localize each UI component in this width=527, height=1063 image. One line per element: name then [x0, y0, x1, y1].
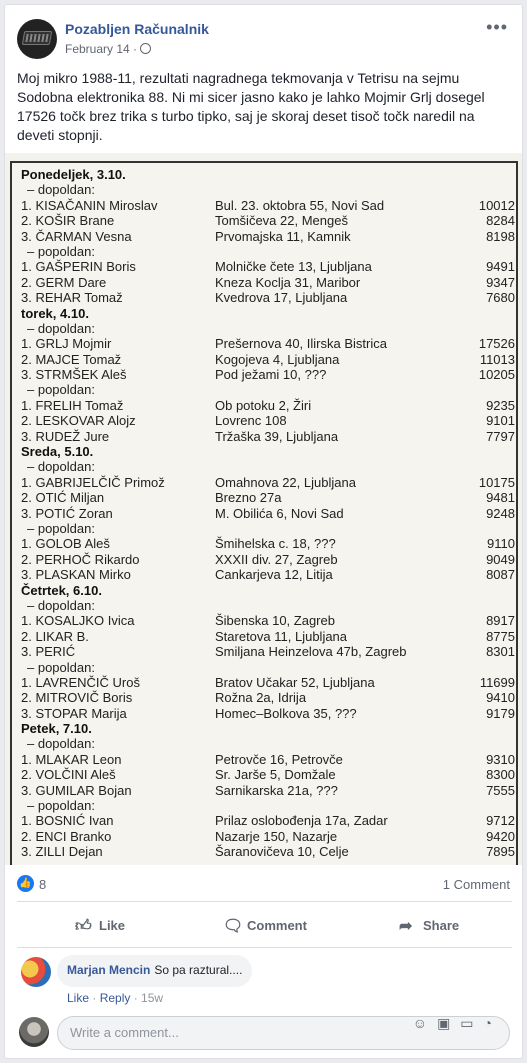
contestant-address: Tržaška 39, Ljubljana	[215, 428, 339, 444]
speech-bubble-icon: 🗨︎	[223, 918, 244, 935]
session-heading	[15, 459, 515, 474]
contestant-score: 9347	[486, 274, 515, 290]
action-bar	[17, 907, 512, 945]
result-row	[15, 198, 515, 213]
contestant-name: 2. MAJCE Tomaž	[21, 351, 122, 367]
contestant-address: Šibenska 10, Zagreb	[215, 613, 335, 629]
comment-composer	[17, 1015, 512, 1051]
comment-time[interactable]: 15w	[141, 991, 164, 1005]
session-heading	[15, 182, 515, 197]
composer-icons	[413, 1015, 502, 1032]
result-row	[15, 567, 515, 582]
contestant-name: 3. STOPAR Marija	[21, 705, 127, 721]
thumbs-up-icon: 👍︎	[75, 918, 92, 935]
contestant-score: 11013	[479, 351, 515, 367]
commenter-name[interactable]: Marjan Mencin	[67, 963, 151, 977]
contestant-address: Homec–Bolkova 35, ???	[215, 705, 357, 721]
contestant-name: 3. RUDEŽ Jure	[21, 428, 110, 444]
result-row	[15, 644, 515, 659]
contestant-address: M. Obilića 6, Novi Sad	[215, 505, 344, 521]
contestant-name: 2. PERHOČ Rikardo	[21, 551, 140, 567]
separator: ·	[130, 991, 142, 1005]
contestant-name: 1. GRLJ Mojmir	[21, 336, 112, 352]
separator: ·	[89, 991, 100, 1005]
like-button[interactable]	[75, 907, 125, 945]
post-stats	[17, 871, 512, 897]
share-arrow-icon: ➦	[399, 918, 413, 935]
contestant-name: 1. GOLOB Aleš	[21, 536, 110, 552]
heading-text: Četrtek, 6.10.	[21, 582, 102, 598]
comment-count[interactable]: 1 Comment	[442, 877, 510, 892]
contestant-score: 9110	[487, 536, 515, 552]
contestant-score: 10012	[478, 197, 515, 213]
day-heading	[15, 444, 515, 459]
contestant-address: Bratov Učakar 52, Ljubljana	[215, 674, 375, 690]
post-date[interactable]: February 14 ·	[65, 42, 141, 56]
contestant-address: Šmihelska c. 18, ???	[215, 536, 336, 552]
share-button[interactable]	[399, 907, 459, 945]
contestant-address: Cankarjeva 12, Litija	[215, 567, 333, 583]
contestant-score: 9049	[486, 551, 515, 567]
session-heading	[15, 521, 515, 536]
contestant-score: 8300	[486, 767, 515, 783]
result-row	[15, 336, 515, 351]
page-name[interactable]: Pozabljen Računalnik	[65, 21, 209, 37]
contestant-score: 11699	[479, 674, 515, 690]
result-row	[15, 706, 515, 721]
contestant-name: 3. ČARMAN Vesna	[21, 228, 132, 244]
session-heading	[15, 660, 515, 675]
result-row	[15, 229, 515, 244]
heading-text: – popoldan:	[27, 382, 95, 398]
post-image[interactable]	[5, 153, 522, 865]
contestant-score: 10175	[478, 474, 515, 490]
divider	[17, 947, 512, 948]
contestant-score: 9491	[486, 259, 515, 275]
session-heading	[15, 321, 515, 336]
comment-button[interactable]	[223, 907, 307, 945]
heading-text: – popoldan:	[27, 520, 95, 536]
contestant-name: 2. ENCI Branko	[21, 828, 112, 844]
post-card	[4, 4, 523, 1059]
contestant-address: Kogojeva 4, Ljubljana	[215, 351, 340, 367]
gif-icon[interactable]: ▭	[460, 1015, 484, 1031]
contestant-score: 8198	[486, 228, 515, 244]
contestant-address: Sr. Jarše 5, Domžale	[215, 767, 336, 783]
contestant-score: 9420	[486, 828, 515, 844]
contestant-name: 2. KOŠIR Brane	[21, 213, 115, 229]
comment-input[interactable]: Write a comment...	[57, 1016, 510, 1050]
contestant-address: Rožna 2a, Idrija	[215, 690, 307, 706]
contestant-name: 3. POTIĆ Zoran	[21, 505, 113, 521]
day-heading	[15, 583, 515, 598]
heading-text: – popoldan:	[27, 798, 95, 814]
contestant-score: 8917	[486, 613, 515, 629]
contestant-name: 2. GERM Dare	[21, 274, 107, 290]
result-row	[15, 844, 515, 859]
contestant-name: 1. KOSALJKO Ivica	[21, 613, 135, 629]
result-row	[15, 398, 515, 413]
contestant-score: 9179	[486, 705, 515, 721]
result-row	[15, 783, 515, 798]
result-row	[15, 275, 515, 290]
contestant-score: 9712	[486, 813, 515, 829]
session-heading	[15, 382, 515, 397]
contestant-score: 8775	[486, 628, 515, 644]
contestant-address: Smiljana Heinzelova 47b, Zagreb	[215, 644, 407, 660]
result-row	[15, 475, 515, 490]
result-row	[15, 413, 515, 428]
contestant-address: Molničke čete 13, Ljubljana	[215, 259, 372, 275]
comment-label: Comment	[247, 918, 307, 933]
result-row	[15, 552, 515, 567]
contestant-address: Šaranovičeva 10, Celje	[215, 844, 349, 860]
sticker-icon[interactable]: ◔	[483, 1015, 502, 1031]
heading-text: Ponedeljek, 3.10.	[21, 167, 126, 182]
heading-text: – popoldan:	[27, 243, 95, 259]
post-header	[17, 15, 512, 65]
contestant-address: Brezno 27a	[215, 490, 282, 506]
contestant-name: 1. GAŠPERIN Boris	[21, 259, 136, 275]
contestant-name: 3. REHAR Tomaž	[21, 290, 123, 306]
contestant-name: 1. MLAKAR Leon	[21, 751, 122, 767]
contestant-address: Ob potoku 2, Žiri	[215, 397, 312, 413]
session-heading	[15, 736, 515, 751]
divider	[17, 901, 512, 902]
result-row	[15, 536, 515, 551]
contestant-address: Sarnikarska 21a, ???	[215, 782, 338, 798]
result-row	[15, 690, 515, 705]
contestant-score: 7555	[486, 782, 515, 798]
contestant-name: 3. ZILLI Dejan	[21, 844, 103, 860]
contestant-address: Tomšičeva 22, Mengeš	[215, 213, 348, 229]
comment-like-link[interactable]: Like	[67, 991, 90, 1005]
result-row	[15, 752, 515, 767]
result-row	[15, 629, 515, 644]
contestant-score: 9481	[486, 490, 515, 506]
page-avatar[interactable]	[17, 19, 57, 59]
result-row	[15, 290, 515, 305]
contestant-address: Petrovče 16, Petrovče	[215, 751, 343, 767]
contestant-score: 7895	[486, 844, 515, 860]
contestant-address: Prilaz oslobođenja 17a, Zadar	[215, 813, 388, 829]
share-label: Share	[423, 918, 460, 933]
contestant-score: 9235	[486, 397, 515, 413]
contestant-address: Prešernova 40, Ilirska Bistrica	[215, 336, 387, 352]
contestant-address: Kneza Koclja 31, Maribor	[215, 274, 361, 290]
contestant-address: Omahnova 22, Ljubljana	[215, 474, 356, 490]
result-row	[15, 613, 515, 628]
contestant-name: 1. GABRIJELČIČ Primož	[21, 474, 165, 490]
result-row	[15, 767, 515, 782]
day-heading	[15, 306, 515, 321]
contestant-address: Nazarje 150, Nazarje	[215, 828, 338, 844]
result-row	[15, 506, 515, 521]
heading-text: – dopoldan:	[27, 320, 95, 336]
contestant-address: XXXII div. 27, Zagreb	[215, 551, 338, 567]
contestant-name: 1. KISAČANIN Miroslav	[21, 197, 158, 213]
contestant-name: 3. GUMILAR Bojan	[21, 782, 132, 798]
session-heading	[15, 598, 515, 613]
contestant-address: Kvedrova 17, Ljubljana	[215, 290, 348, 306]
contestant-name: 2. OTIĆ Miljan	[21, 490, 105, 506]
contestant-name: 2. LIKAR B.	[21, 628, 89, 644]
like-reaction-icon[interactable]: 👍	[17, 875, 34, 892]
result-row	[15, 352, 515, 367]
result-row	[15, 213, 515, 228]
heading-text: – dopoldan:	[27, 736, 95, 752]
contestant-name: 3. PERIĆ	[21, 644, 76, 660]
contestant-name: 2. VOLČINI Aleš	[21, 767, 116, 783]
contestant-address: Staretova 11, Ljubljana	[215, 628, 348, 644]
comment-meta	[67, 991, 163, 1005]
comment-reply-link[interactable]: Reply	[99, 991, 131, 1005]
comment-text: So pa raztural....	[154, 963, 243, 977]
contestant-score: 9410	[486, 690, 515, 706]
result-row	[15, 829, 515, 844]
contestant-name: 2. MITROVIČ Boris	[21, 690, 133, 706]
contestant-address: Lovrenc 108	[215, 413, 287, 429]
contestant-score: 9310	[486, 751, 515, 767]
contestant-address: Pod ježami 10, ???	[215, 367, 327, 383]
result-row	[15, 429, 515, 444]
contestant-score: 10205	[478, 367, 515, 383]
contestant-score: 17526	[478, 336, 515, 352]
contestant-name: 2. LESKOVAR Alojz	[21, 413, 136, 429]
results-list	[15, 167, 515, 860]
result-row	[15, 675, 515, 690]
computer-icon	[22, 31, 52, 45]
like-count[interactable]: 8	[39, 877, 47, 892]
heading-text: Petek, 7.10.	[21, 721, 92, 737]
result-row	[15, 813, 515, 828]
session-heading	[15, 244, 515, 259]
contestant-address: Bul. 23. oktobra 55, Novi Sad	[215, 197, 385, 213]
contestant-address: Prvomajska 11, Kamnik	[215, 228, 351, 244]
contestant-name: 1. FRELIH Tomaž	[21, 397, 124, 413]
contestant-score: 8301	[486, 644, 515, 660]
heading-text: torek, 4.10.	[21, 305, 89, 321]
contestant-score: 7680	[486, 290, 515, 306]
day-heading	[15, 721, 515, 736]
result-row	[15, 259, 515, 274]
commenter-avatar[interactable]	[21, 957, 51, 987]
like-label: Like	[99, 918, 126, 933]
more-options-icon[interactable]: •••	[486, 17, 508, 37]
result-row	[15, 367, 515, 382]
post-timestamp[interactable]	[65, 42, 151, 56]
day-heading	[15, 167, 515, 182]
heading-text: – popoldan:	[27, 659, 95, 675]
contestant-name: 3. STRMŠEK Aleš	[21, 367, 127, 383]
session-heading	[15, 798, 515, 813]
heading-text: Sreda, 5.10.	[21, 444, 94, 460]
result-row	[15, 490, 515, 505]
contestant-name: 3. PLASKAN Mirko	[21, 567, 131, 583]
contestant-score: 7797	[486, 428, 515, 444]
contestant-score: 9248	[486, 505, 515, 521]
heading-text: – dopoldan:	[27, 597, 95, 613]
contestant-score: 8087	[486, 567, 515, 583]
heading-text: – dopoldan:	[27, 182, 95, 198]
contestant-name: 1. BOSNIĆ Ivan	[21, 813, 114, 829]
emoji-icon[interactable]: ☺	[412, 1015, 438, 1031]
contestant-score: 9101	[486, 413, 515, 429]
contestant-name: 1. LAVRENČIČ Uroš	[21, 674, 140, 690]
globe-icon	[140, 43, 151, 54]
comment-bubble	[57, 955, 252, 987]
camera-icon[interactable]: ▣	[437, 1015, 461, 1031]
heading-text: – dopoldan:	[27, 459, 95, 475]
post-text: Moj mikro 1988-11, rezultati nagradnega tekmovanja v Tetrisu na sejmu Sodobna elektronika 88. Ni mi sicer jasno kako je lahko Mojmir Grlj dosegel 17526 točk brez trika s turbo tipko, saj je skoraj deset tisoč točk naredil na deveti stopnji.	[17, 70, 485, 143]
contestant-score: 8284	[486, 213, 515, 229]
user-avatar	[19, 1017, 49, 1047]
